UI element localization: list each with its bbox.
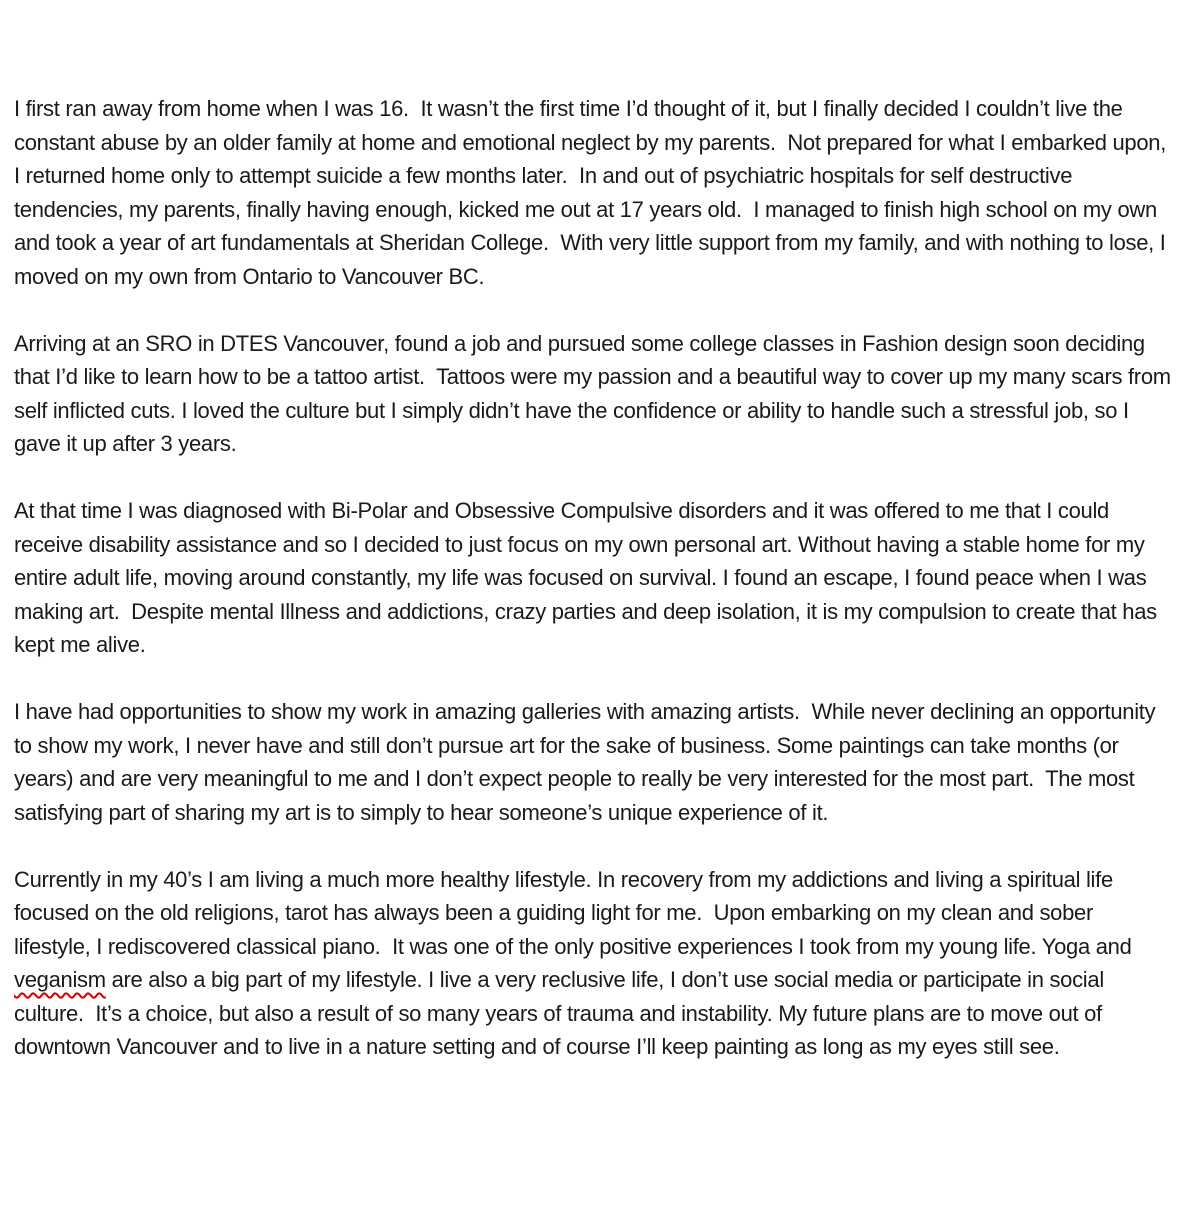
paragraph-3: At that time I was diagnosed with Bi-Polar and Obsessive Compulsive disorders and it was offered to me that I could receive disability assistance and so I decided to just focus on my own personal art. Without having a stable home for my entire adult life, moving around constantly, my life was focused on survival. I found an escape, I found peace when I was making art. Despite mental Illness and addictions, crazy parties and deep isolation, it is my compulsion to create that has kept me alive. (14, 498, 1163, 657)
paragraph-1: I first ran away from home when I was 16. It wasn’t the first time I’d thought of it, but I finally decided I couldn’t live the constant abuse by an older family at home and emotional neglect by my parents. Not prepared for what I embarked upon, I returned home only to attempt suicide a few months later. In and out of psychiatric hospitals for self destructive tendencies, my parents, finally having enough, kicked me out at 17 years old. I managed to finish high school on my own and took a year of art fundamentals at Sheridan College. With very little support from my family, and with nothing to lose, I moved on my own from Ontario to Vancouver BC. (14, 96, 1172, 289)
paragraph-2: Arriving at an SRO in DTES Vancouver, found a job and pursued some college classes in Fashion design soon deciding that I’d like to learn how to be a tattoo artist. Tattoos were my passion and a beautiful way to cover up my many scars from self inflicted cuts. I loved the culture but I simply didn’t have the confidence or ability to handle such a stressful job, so I gave it up after 3 years. (14, 330, 1177, 456)
paragraph-4: I have had opportunities to show my work in amazing galleries with amazing artists. While never declining an opportunity to show my work, I never have and still don’t pursue art for the sake of business. Some paintings can take months (or years) and are very meaningful to me and I don’t expect people to really be very interested for the most part. The most satisfying part of sharing my art is to simply to hear someone’s unique experience of it. (14, 699, 1162, 825)
spellcheck-underline: veganism (14, 967, 106, 992)
paragraph-5: Currently in my 40’s I am living a much more healthy lifestyle. In recovery from my addictions and living a spiritual life focused on the old religions, tarot has always been a guiding light for me. Upon embarking on my clean and sober lifestyle, I rediscovered classical piano. It was one of the only positive experiences I took from my young life. Yoga and veganism are also a big part of my lifestyle. I live a very reclusive life, I don’t use social media or participate in social culture. It’s a choice, but also a result of so many years of trauma and instability. My future plans are to move out of downtown Vancouver and to live in a nature setting and of course I’ll keep painting as long as my eyes still see. (14, 866, 1138, 1059)
